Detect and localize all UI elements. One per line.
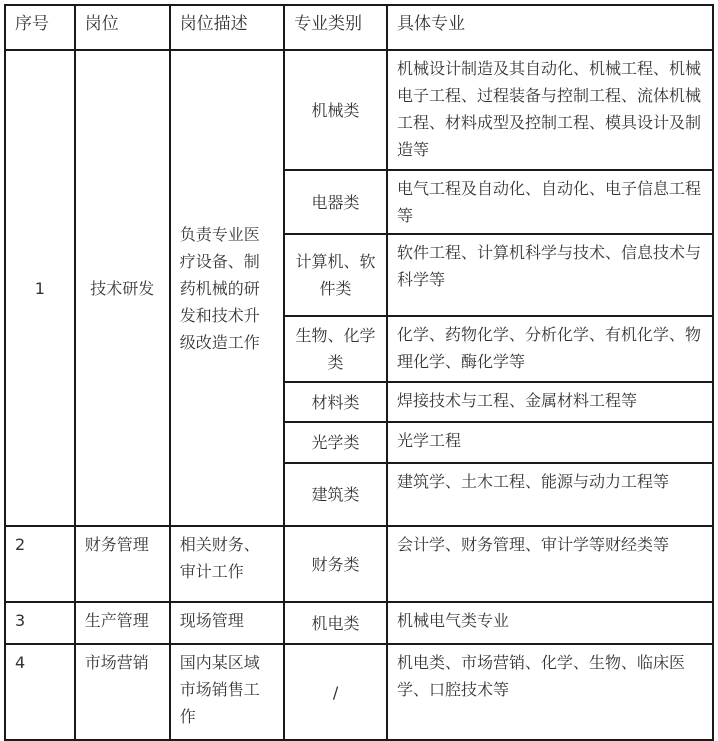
row-index: 3 <box>5 602 75 644</box>
majors-cell: 机械电气类专业 <box>387 602 713 644</box>
table-row <box>5 644 713 740</box>
header-index: 序号 <box>5 5 75 50</box>
majors-cell: 焊接技术与工程、金属材料工程等 <box>387 382 713 422</box>
majors-cell: 建筑学、土木工程、能源与动力工程等 <box>387 463 713 526</box>
row-description: 现场管理 <box>170 602 284 644</box>
category-cell: / <box>284 644 387 740</box>
category-cell: 生物、化学类 <box>284 316 387 382</box>
header-description: 岗位描述 <box>170 5 284 50</box>
table-row <box>5 50 713 170</box>
row-position: 生产管理 <box>75 602 170 644</box>
recruitment-table <box>4 4 714 741</box>
category-cell: 光学类 <box>284 422 387 463</box>
majors-cell: 化学、药物化学、分析化学、有机化学、物理化学、酶化学等 <box>387 316 713 382</box>
majors-cell: 机械设计制造及其自动化、机械工程、机械电子工程、过程装备与控制工程、流体机械工程、材料成型及控制工程、模具设计及制造等 <box>387 50 713 170</box>
category-cell: 计算机、软件类 <box>284 234 387 316</box>
majors-cell: 会计学、财务管理、审计学等财经类等 <box>387 526 713 602</box>
table-row <box>5 602 713 644</box>
row-position: 财务管理 <box>75 526 170 602</box>
majors-cell: 电气工程及自动化、自动化、电子信息工程等 <box>387 170 713 234</box>
header-majors: 具体专业 <box>387 5 713 50</box>
category-cell: 机械类 <box>284 50 387 170</box>
row-index: 4 <box>5 644 75 740</box>
row-position: 技术研发 <box>75 50 170 526</box>
row-position: 市场营销 <box>75 644 170 740</box>
category-cell: 建筑类 <box>284 463 387 526</box>
category-cell: 电器类 <box>284 170 387 234</box>
category-cell: 机电类 <box>284 602 387 644</box>
majors-cell: 机电类、市场营销、化学、生物、临床医学、口腔技术等 <box>387 644 713 740</box>
table-row <box>5 526 713 602</box>
majors-cell: 光学工程 <box>387 422 713 463</box>
category-cell: 财务类 <box>284 526 387 602</box>
header-position: 岗位 <box>75 5 170 50</box>
row-index: 2 <box>5 526 75 602</box>
row-index: 1 <box>5 50 75 526</box>
header-row <box>5 5 713 50</box>
row-description: 国内某区域市场销售工作 <box>170 644 284 740</box>
majors-cell: 软件工程、计算机科学与技术、信息技术与科学等 <box>387 234 713 316</box>
row-description: 负责专业医疗设备、制药机械的研发和技术升级改造工作 <box>170 50 284 526</box>
category-cell: 材料类 <box>284 382 387 422</box>
row-description: 相关财务、审计工作 <box>170 526 284 602</box>
header-category: 专业类别 <box>284 5 387 50</box>
